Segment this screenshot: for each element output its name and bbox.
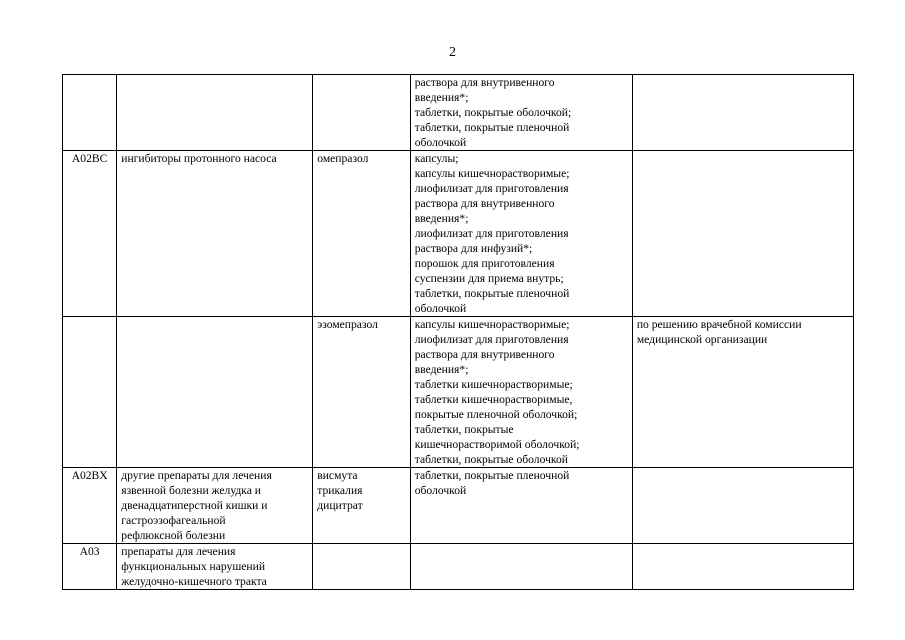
text-line: введения*; [414, 363, 469, 376]
cell-drug-name [313, 317, 410, 468]
cell-atc-code [63, 544, 117, 590]
page-number: 2 [449, 45, 456, 60]
text-line: раствора для инфузий*; [414, 242, 533, 255]
text-line: раствора для внутривенного [414, 348, 555, 361]
text-line: таблетки кишечнорастворимые, [414, 393, 573, 406]
drug-table [62, 74, 854, 590]
text-line: таблетки, покрытые оболочкой [414, 453, 568, 466]
text-line: таблетки, покрытые оболочкой; [414, 106, 572, 119]
cell-atc-code [63, 468, 117, 544]
text-line: двенадцатиперстной кишки и [121, 499, 268, 512]
text-line: лиофилизат для приготовления [414, 227, 569, 240]
text-line: капсулы кишечнорастворимые; [414, 318, 570, 331]
table-row [63, 75, 854, 151]
text-line: порошок для приготовления [414, 257, 555, 270]
cell-drug-name [313, 75, 410, 151]
table-body [63, 75, 854, 590]
text-line: раствора для внутривенного [414, 76, 555, 89]
cell-dosage-forms [410, 468, 632, 544]
cell-anatomical-group [117, 468, 313, 544]
cell-dosage-forms [410, 544, 632, 590]
text-line: кишечнорастворимой оболочкой; [414, 438, 580, 451]
text-line: рефлюксной болезни [121, 529, 226, 542]
cell-note [632, 544, 853, 590]
cell-dosage-forms [410, 75, 632, 151]
text-line: гастроэзофагеальной [121, 514, 226, 527]
text-line: лиофилизат для приготовления [414, 333, 569, 346]
text-line: желудочно-кишечного тракта [121, 575, 267, 588]
text-line: препараты для лечения [121, 545, 236, 558]
text-line: другие препараты для лечения [121, 469, 272, 482]
text-line: капсулы кишечнорастворимые; [414, 167, 570, 180]
text-line: суспензии для приема внутрь; [414, 272, 564, 285]
text-line: по решению врачебной комиссии [636, 318, 802, 331]
text-line: язвенной болезни желудка и [121, 484, 262, 497]
text-line: капсулы; [414, 152, 459, 165]
text-line: таблетки, покрытые пленочной [414, 121, 570, 134]
text-line: оболочкой [414, 136, 467, 149]
cell-dosage-forms [410, 151, 632, 317]
text-line: трикалия [317, 484, 363, 497]
cell-drug-name [313, 544, 410, 590]
cell-note [632, 151, 853, 317]
text-line: функциональных нарушений [121, 560, 266, 573]
text-line: медицинской организации [636, 333, 768, 346]
cell-drug-name [313, 151, 410, 317]
cell-atc-code [63, 317, 117, 468]
table-row [63, 151, 854, 317]
text-line: A02BX [71, 469, 108, 482]
text-line: таблетки, покрытые пленочной [414, 469, 570, 482]
text-line: A02BC [71, 152, 108, 165]
cell-anatomical-group [117, 317, 313, 468]
text-line: A03 [79, 545, 100, 558]
cell-atc-code [63, 75, 117, 151]
table-row [63, 317, 854, 468]
text-line: введения*; [414, 212, 469, 225]
text-line: оболочкой [414, 302, 467, 315]
cell-note [632, 317, 853, 468]
text-line: покрытые пленочной оболочкой; [414, 408, 578, 421]
text-line: оболочкой [414, 484, 467, 497]
text-line: таблетки, покрытые пленочной [414, 287, 570, 300]
text-line: таблетки кишечнорастворимые; [414, 378, 573, 391]
text-line: раствора для внутривенного [414, 197, 555, 210]
table-row [63, 544, 854, 590]
cell-anatomical-group [117, 151, 313, 317]
cell-anatomical-group [117, 75, 313, 151]
cell-note [632, 468, 853, 544]
cell-anatomical-group [117, 544, 313, 590]
cell-drug-name [313, 468, 410, 544]
cell-atc-code [63, 151, 117, 317]
text-line: дицитрат [317, 499, 363, 512]
text-line: введения*; [414, 91, 469, 104]
cell-dosage-forms [410, 317, 632, 468]
text-line: эзомепразол [317, 318, 378, 331]
text-line: таблетки, покрытые [414, 423, 514, 436]
text-line: висмута [317, 469, 358, 482]
text-line: лиофилизат для приготовления [414, 182, 569, 195]
text-line: ингибиторы протонного насоса [121, 152, 277, 165]
table-row [63, 468, 854, 544]
text-line: омепразол [317, 152, 369, 165]
cell-note [632, 75, 853, 151]
